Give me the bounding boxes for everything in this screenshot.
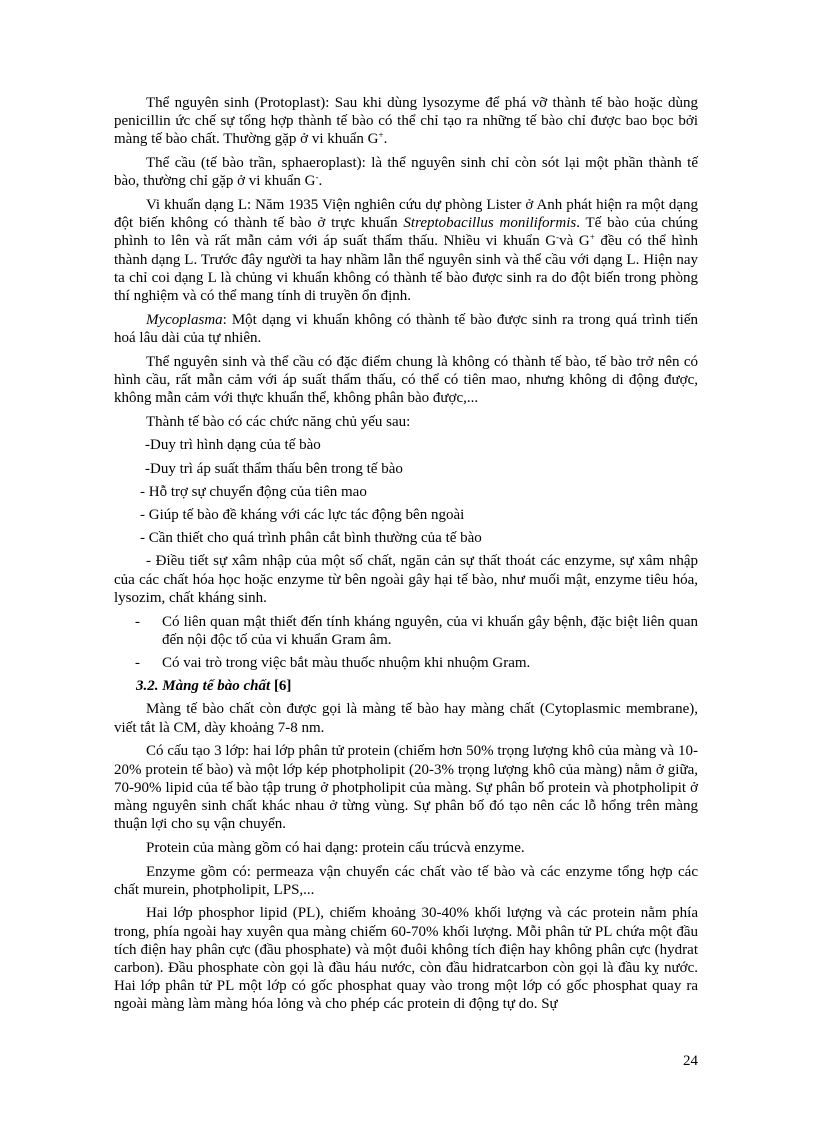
paragraph-phospholipid: Hai lớp phosphor lipid (PL), chiếm khoảng 30-40% khối lượng và các protein nằm phía trong, phía ngoài hay xuyên qua màng chiếm 60-70% khối lượng. Mỗi phân tử PL chứa một đầu tích điện hay phân cực (đầu phosphate) và một đuôi không tích điện hay không phân cực (hydrat carbon). Đầu phosphate còn gọi là đầu háu nước, còn đầu hidratcarbon còn gọi là đầu kỵ nước. Hai lớp phân tử PL một lớp có gốc phosphat quay vào trong một lớp có gốc phosphat quay ra ngoài màng làm màng hóa lỏng và cho phép các protein di động tự do. Sự bbox=[114, 905, 698, 1013]
paragraph-regulation: - Điều tiết sự xâm nhập của một số chất, ngăn cản sự thất thoát các enzyme, sự xâm nhập của các chất hóa học hoặc enzyme từ bên ngoài gây hại tế bào, như muối mật, enzyme tiêu hóa, lysozim, chất kháng sinh. bbox=[114, 553, 698, 606]
paragraph-l-form: Vi khuẩn dạng L: Năm 1935 Viện nghiên cứu dự phòng Lister ở Anh phát hiện ra một dạng đột biến không có thành tế bào ở trực khuẩn Streptobacillus moniliformis. Tế bào của chúng phình to lên và rất mẫn cảm với áp suất thẩm thấu. Nhiều vi khuẩn G-và G+ đều có thể hình thành dạng L. Trước đây người ta hay nhầm lẫn thể nguyên sinh và thể cầu với dạng L. Hiện nay ta chỉ coi dạng L là chủng vi khuẩn không có thành tế bào được sinh ra do đột biến trong phòng thí nghiệm và có thể mang tính di truyền ổn định. bbox=[114, 197, 699, 305]
paragraph-protoplast: Thể nguyên sinh (Protoplast): Sau khi dùng lysozyme để phá vỡ thành tế bào hoặc dùng penicillin ức chế sự tổng hợp thành tế bào có thể chỉ tạo ra những tế bào chỉ được bao bọc bởi màng tế bào chất. Thường gặp ở vi khuẩn G+. bbox=[114, 95, 698, 148]
section-heading: 3.2. Màng tế bào chất [6] bbox=[136, 678, 292, 695]
list-item bbox=[114, 654, 698, 672]
page-body bbox=[114, 94, 698, 1019]
paragraph-spheroplast: Thể cầu (tế bào trần, sphaeroplast): là thể nguyên sinh chỉ còn sót lại một phần thành tế bào, thường chỉ gặp ở vi khuẩn G-. bbox=[114, 155, 698, 190]
function-item: -Duy trì hình dạng của tế bào bbox=[145, 437, 321, 454]
paragraph-membrane-enzyme: Enzyme gồm có: permeaza vận chuyển các chất vào tế bào và các enzyme tổng hợp các chất murein, photpholipit, LPS,... bbox=[114, 863, 698, 898]
paragraph-mycoplasma: Mycoplasma: Một dạng vi khuẩn không có thành tế bào được sinh ra trong quá trình tiến hoá lâu dài của tự nhiên. bbox=[114, 311, 698, 346]
list-dash: - bbox=[135, 654, 140, 671]
list-item-text: Có vai trò trong việc bắt màu thuốc nhuộm khi nhuộm Gram. bbox=[162, 654, 531, 671]
paragraph-functions-intro: Thành tế bào có các chức năng chủ yếu sau: bbox=[146, 413, 411, 430]
function-item: -Duy trì áp suất thẩm thấu bên trong tế bào bbox=[145, 460, 403, 477]
function-item: - Hỗ trợ sự chuyển động của tiên mao bbox=[140, 483, 367, 500]
paragraph-common-traits: Thể nguyên sinh và thể cầu có đặc điểm chung là không có thành tế bào, tế bào trở nên có hình cầu, rất mẫn cảm với áp suất thẩm thấu, có thể có tiên mao, nhưng không di động được, không mẫn cảm với thực khuẩn thể, không phân bào được,... bbox=[114, 353, 698, 407]
list-item-text: Có liên quan mật thiết đến tính kháng nguyên, của vi khuẩn gây bệnh, đặc biệt liên quan đến nội độc tố của vi khuẩn Gram âm. bbox=[162, 613, 698, 648]
function-item: - Cần thiết cho quá trình phân cắt bình thường của tế bào bbox=[140, 530, 482, 547]
paragraph-membrane-structure: Có cấu tạo 3 lớp: hai lớp phân tử protein (chiếm hơn 50% trọng lượng khô của màng và 10-20% protein tế bào) và một lớp kép photpholipit (20-3% trọng lượng khô của màng) nằm ở giữa, 70-90% lipid của tế bào tập trung ở photpholipit của màng. Sự phân bố protein và photpholipit ở màng nguyên sinh chất khác nhau ở từng vùng. Sự phân bố đó tạo nên các lỗ hổng trên màng thuận lợi cho sụ vận chuyển. bbox=[114, 743, 698, 833]
paragraph-membrane-protein: Protein của màng gồm có hai dạng: protein cấu trúcvà enzyme. bbox=[146, 839, 525, 856]
list-item bbox=[114, 613, 698, 649]
list-dash: - bbox=[135, 613, 140, 630]
paragraph-membrane-def: Màng tế bào chất còn được gọi là màng tế bào hay màng chất (Cytoplasmic membrane), viết tắt là CM, dày khoảng 7-8 nm. bbox=[114, 701, 698, 736]
page-number: 24 bbox=[683, 1053, 698, 1069]
function-item: - Giúp tế bào đề kháng với các lực tác động bên ngoài bbox=[140, 507, 465, 524]
